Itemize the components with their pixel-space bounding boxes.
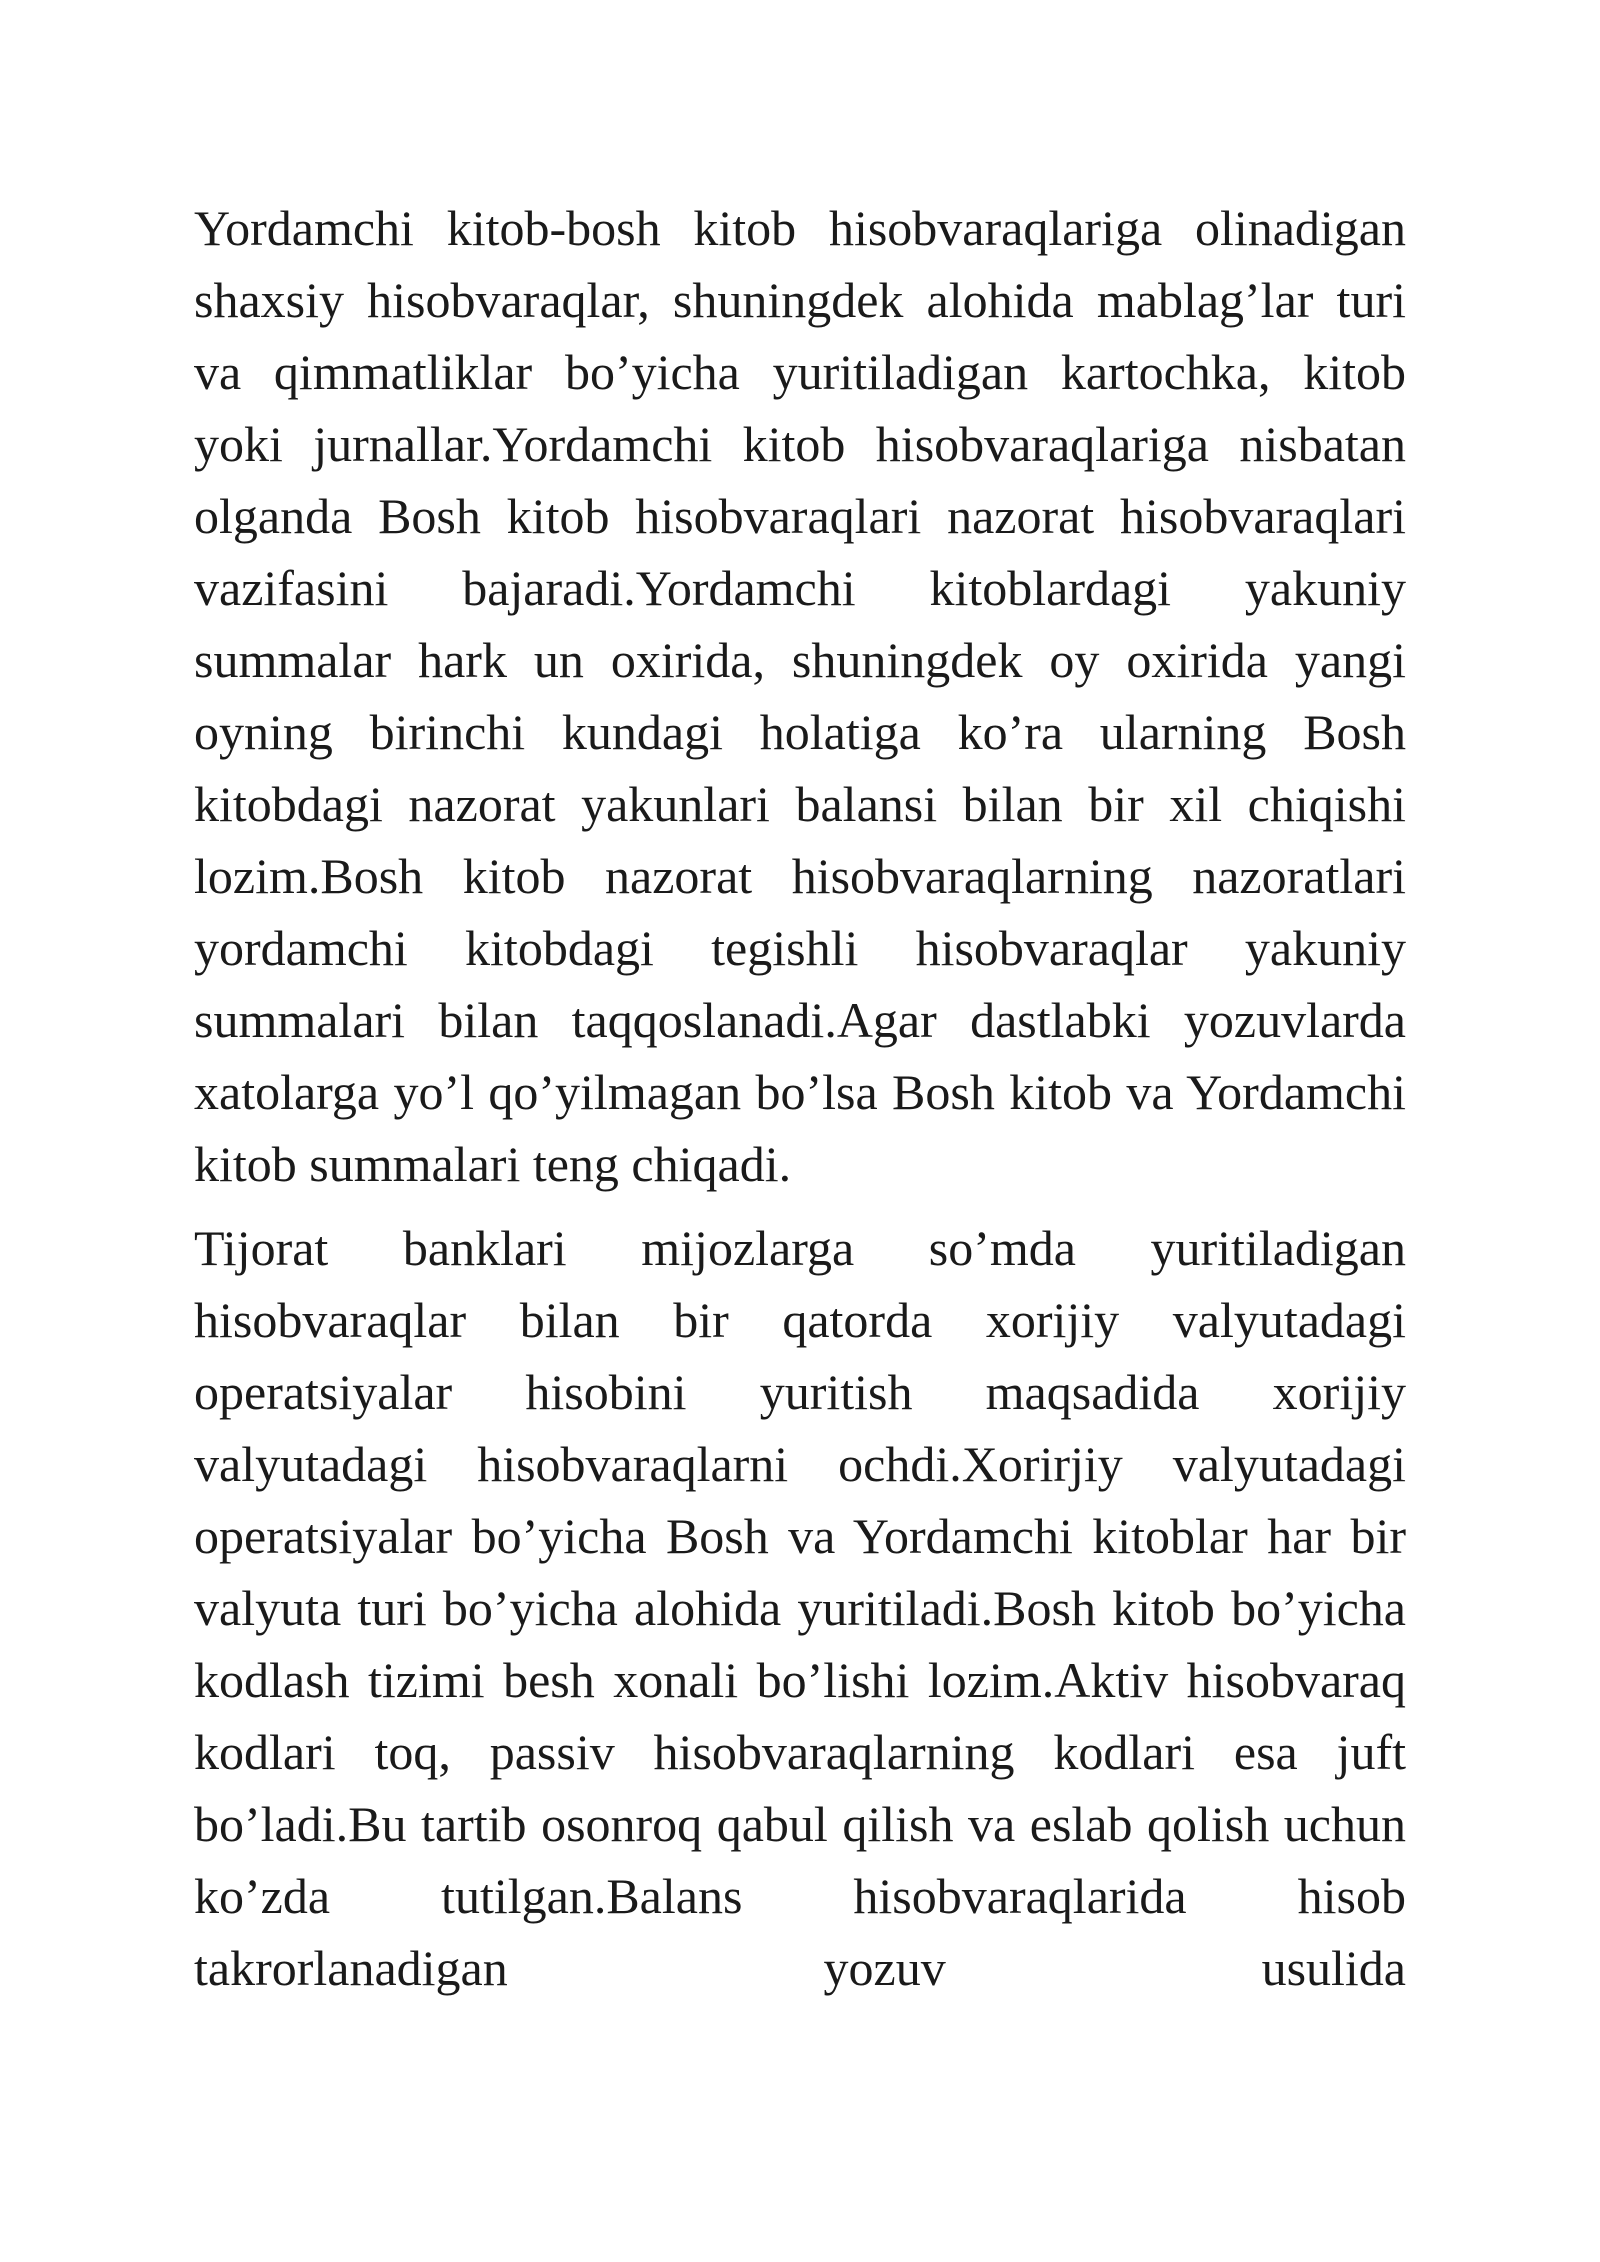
document-body	[194, 192, 1406, 2016]
paragraph-1: Yordamchi kitob-bosh kitob hisobvaraqlariga olinadigan shaxsiy hisobvaraqlar, shuningdek alohida mablag’lar turi va qimmatliklar bo’yicha yuritiladigan kartochka, kitob yoki jurnallar.Yordamchi kitob hisobvaraqlariga nisbatan olganda Bosh kitob hisobvaraqlari nazorat hisobvaraqlari vazifasini bajaradi.Yordamchi kitoblardagi yakuniy summalar hark un oxirida, shuningdek oy oxirida yangi oyning birinchi kundagi holatiga ko’ra ularning Bosh kitobdagi nazorat yakunlari balansi bilan bir xil chiqishi lozim.Bosh kitob nazorat hisobvaraqlarning nazoratlari yordamchi kitobdagi tegishli hisobvaraqlar yakuniy summalari bilan taqqoslanadi.Agar dastlabki yozuvlarda xatolarga yo’l qo’yilmagan bo’lsa Bosh kitob va Yordamchi kitob summalari teng chiqadi.	[194, 200, 1406, 1192]
paragraph-2: Tijorat banklari mijozlarga so’mda yuritiladigan hisobvaraqlar bilan bir qatorda xorijiy valyutadagi operatsiyalar hisobini yuritish maqsadida xorijiy valyutadagi hisobvaraqlarni ochdi.Xorirjiy valyutadagi operatsiyalar bo’yicha Bosh va Yordamchi kitoblar har bir valyuta turi bo’yicha alohida yuritiladi.Bosh kitob bo’yicha kodlash tizimi besh xonali bo’lishi lozim.Aktiv hisobvaraq kodlari toq, passiv hisobvaraqlarning kodlari esa juft bo’ladi.Bu tartib osonroq qabul qilish va eslab qolish uchun ko’zda tutilgan.Balans hisobvaraqlarida hisob takrorlanadigan yozuv usulida	[194, 1220, 1406, 1996]
